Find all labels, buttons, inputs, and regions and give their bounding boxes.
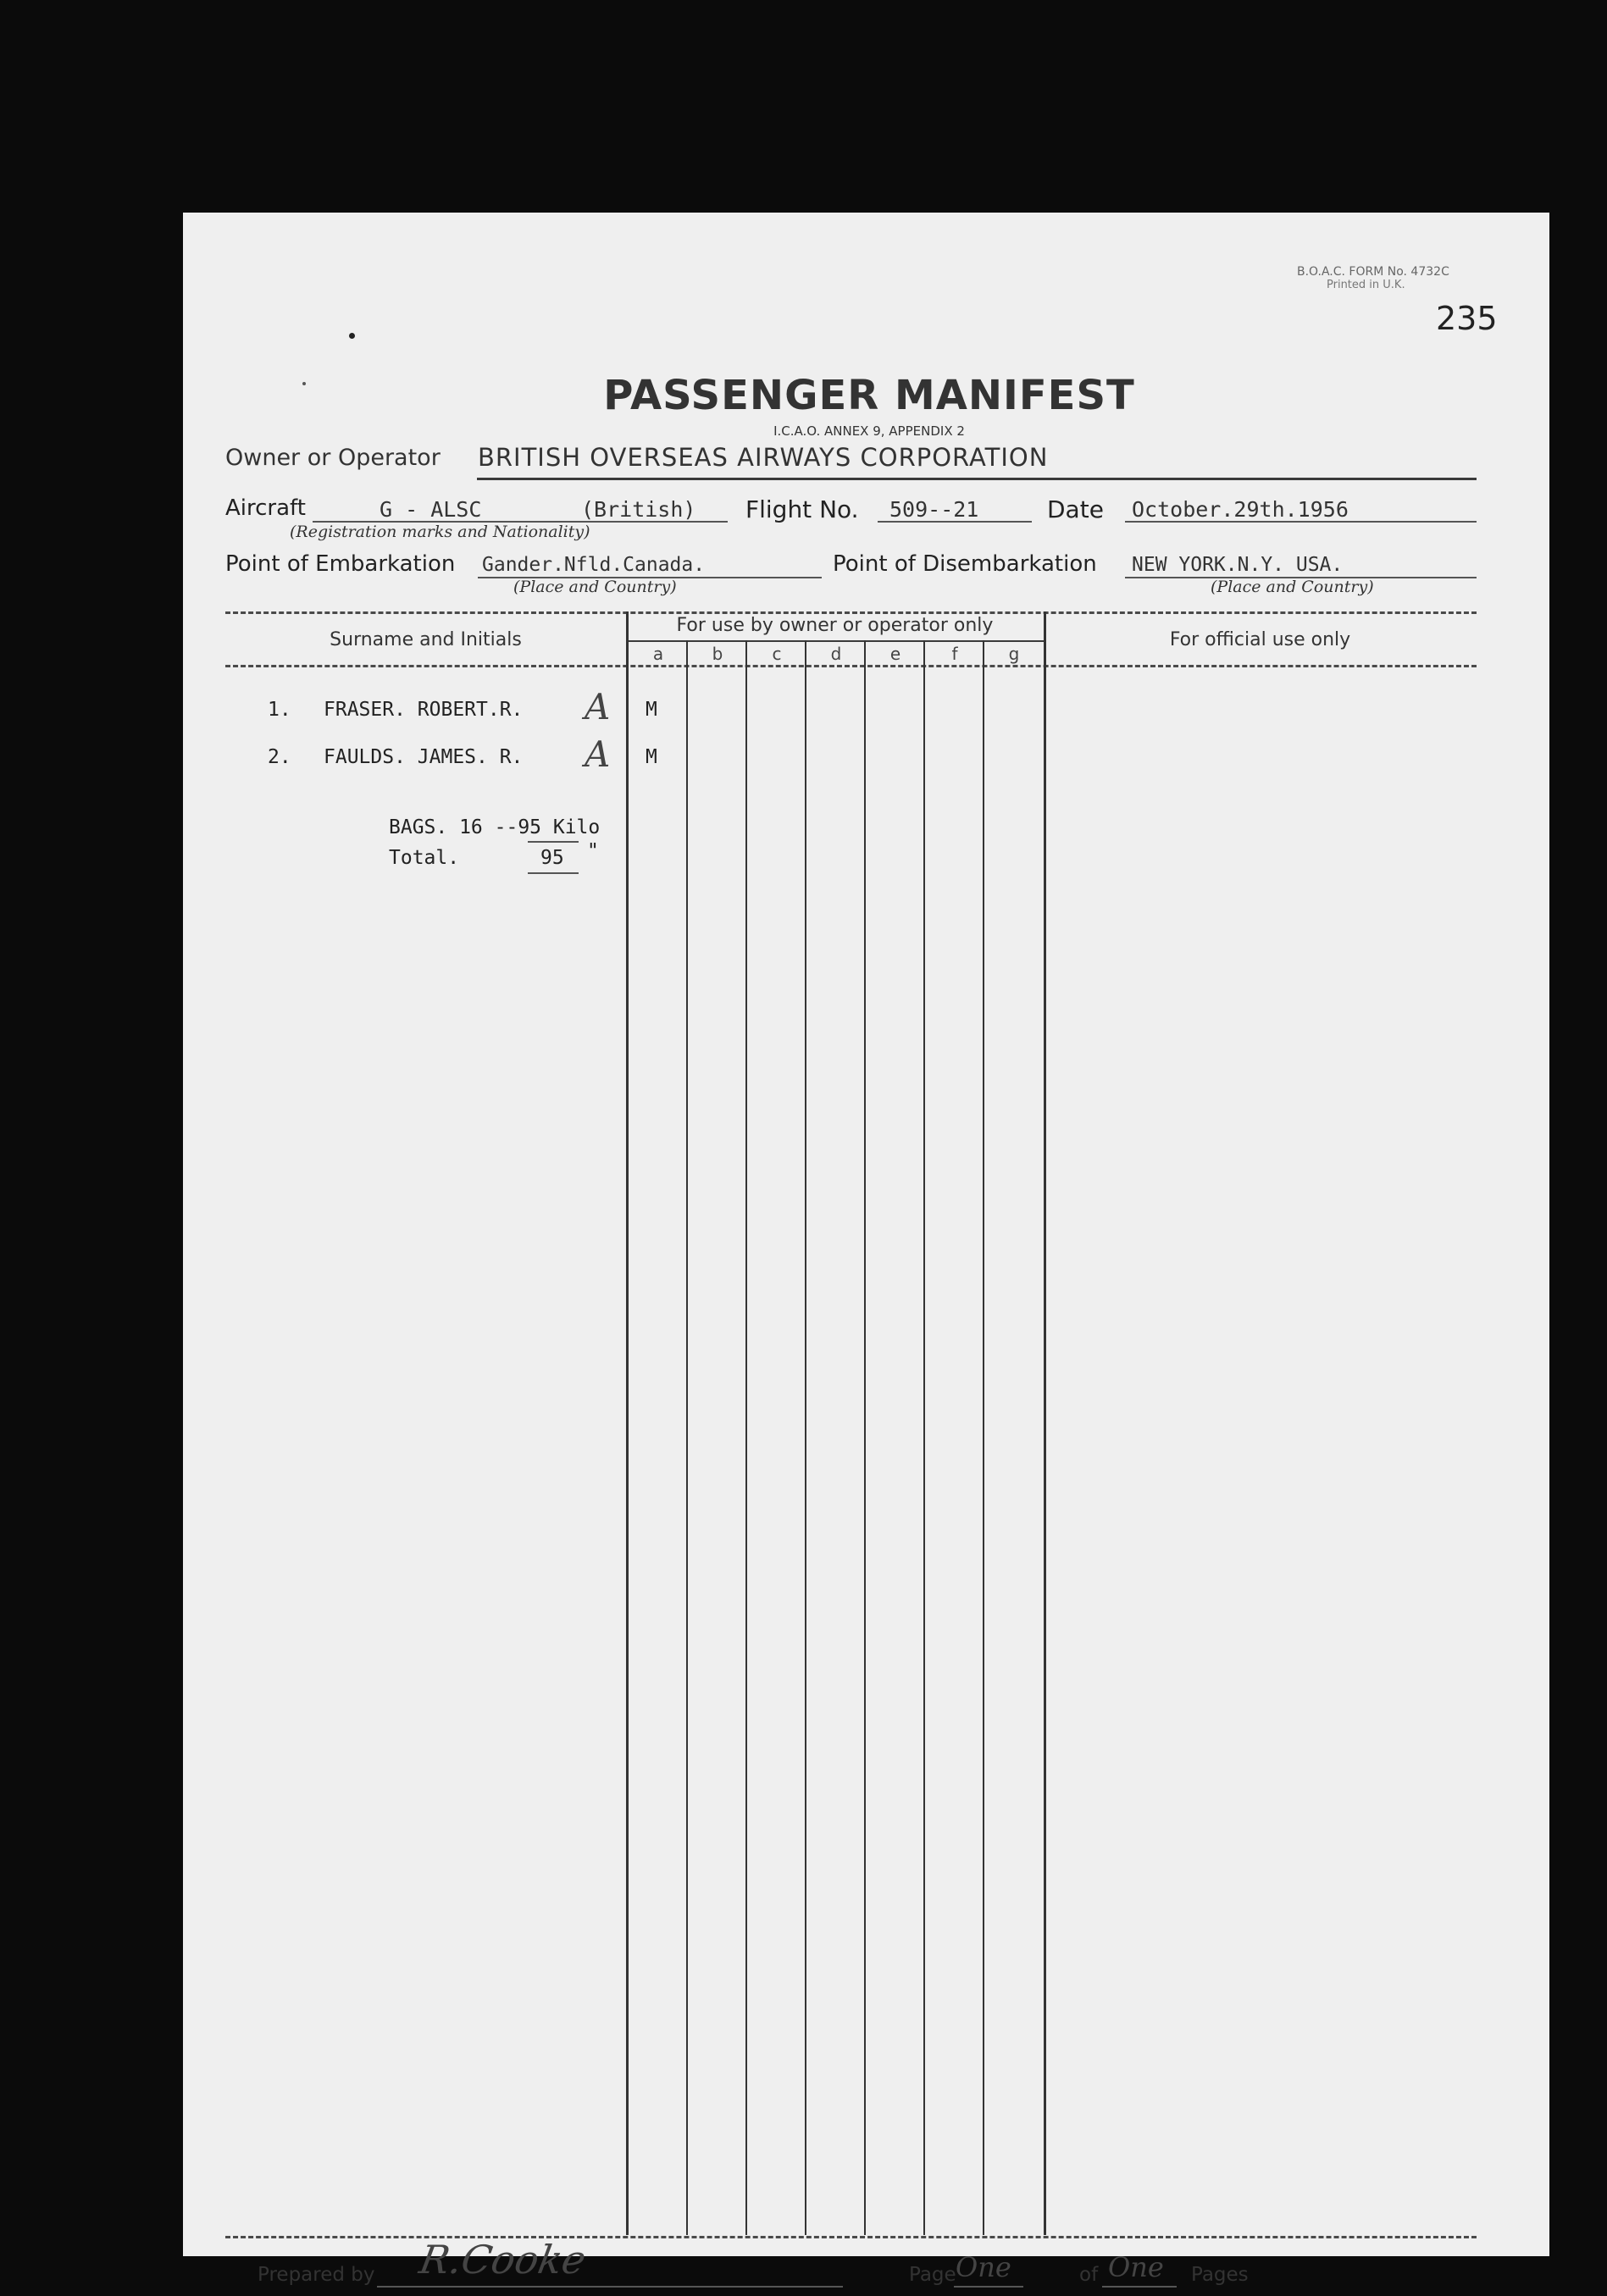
flight-label: Flight No. <box>745 495 859 523</box>
pages-label: Pages <box>1191 2264 1249 2286</box>
total-ditto: " <box>587 840 599 862</box>
disembarkation-note: (Place and Country) <box>1211 578 1374 596</box>
column-header-c: c <box>772 644 782 664</box>
passenger-sex: M <box>646 746 657 768</box>
date-value: October.29th.1956 <box>1132 497 1349 522</box>
page-underline <box>954 2286 1023 2288</box>
manifest-sheet <box>183 213 1549 2286</box>
table-top-rule <box>225 611 1477 614</box>
of-underline <box>1102 2286 1177 2288</box>
aircraft-registration: G - ALSC <box>380 497 482 522</box>
column-header-a: a <box>652 644 664 664</box>
owner-value: BRITISH OVERSEAS AIRWAYS CORPORATION <box>478 443 1049 472</box>
disembarkation-value: NEW YORK.N.Y. USA. <box>1132 554 1344 576</box>
bags-line: BAGS. 16 --95 Kilo <box>389 816 601 838</box>
form-number: B.O.A.C. FORM No. 4732C <box>1297 265 1449 279</box>
page-subtitle: I.C.A.O. ANNEX 9, APPENDIX 2 <box>773 423 965 439</box>
column-divider <box>983 640 984 2235</box>
date-label: Date <box>1047 495 1104 523</box>
total-overline <box>528 841 579 843</box>
column-header-d: d <box>830 644 842 664</box>
column-divider <box>745 640 747 2235</box>
column-header-f: f <box>951 644 958 664</box>
official-header: For official use only <box>1169 629 1351 650</box>
column-divider <box>1044 611 1046 2235</box>
passenger-mark: A <box>585 733 611 775</box>
column-divider <box>626 611 629 2235</box>
passenger-sex: M <box>646 699 657 721</box>
signature: R.Cooke <box>416 2237 590 2282</box>
table-bottom-rule <box>225 2236 1477 2238</box>
prepared-by-underline <box>377 2286 843 2288</box>
column-divider <box>805 640 806 2235</box>
passenger-mark: A <box>585 686 611 728</box>
passenger-name: FRASER. ROBERT.R. <box>324 699 524 721</box>
table-header-rule <box>225 665 1477 667</box>
passenger-number: 2. <box>268 746 291 768</box>
embarkation-value: Gander.Nfld.Canada. <box>482 554 706 576</box>
aircraft-note: (Registration marks and Nationality) <box>290 523 590 541</box>
operator-header-rule <box>626 640 1044 642</box>
speck <box>302 382 306 385</box>
column-divider <box>923 640 925 2235</box>
column-header-e: e <box>889 644 901 664</box>
owner-rule <box>477 478 1477 480</box>
page-value: One <box>956 2251 1011 2283</box>
total-underline <box>528 872 579 874</box>
flight-number: 509--21 <box>889 497 979 522</box>
aircraft-nationality: (British) <box>581 497 696 522</box>
operator-header: For use by owner or operator only <box>676 615 994 636</box>
column-header-b: b <box>712 644 723 664</box>
page-title: PASSENGER MANIFEST <box>603 372 1135 419</box>
aircraft-label: Aircraft <box>225 495 306 521</box>
column-divider <box>686 640 688 2235</box>
column-header-g: g <box>1008 644 1020 664</box>
embarkation-note: (Place and Country) <box>513 578 677 596</box>
column-divider <box>864 640 866 2235</box>
total-value: 95 <box>540 847 564 869</box>
of-label: of <box>1079 2264 1099 2286</box>
passenger-name: FAULDS. JAMES. R. <box>324 746 524 768</box>
disembarkation-label: Point of Disembarkation <box>833 551 1097 577</box>
prepared-by-label: Prepared by <box>258 2264 375 2286</box>
page-stamp: 235 <box>1436 300 1498 337</box>
flight-underline <box>878 521 1032 523</box>
total-label: Total. <box>389 847 460 869</box>
owner-label: Owner or Operator <box>225 445 441 471</box>
surname-header: Surname and Initials <box>330 629 522 650</box>
printed-in: Printed in U.K. <box>1327 279 1405 291</box>
page-label: Page <box>909 2264 956 2286</box>
speck <box>349 333 355 339</box>
of-value: One <box>1108 2251 1164 2283</box>
embarkation-label: Point of Embarkation <box>225 551 456 577</box>
date-underline <box>1125 521 1477 523</box>
passenger-number: 1. <box>268 699 291 721</box>
